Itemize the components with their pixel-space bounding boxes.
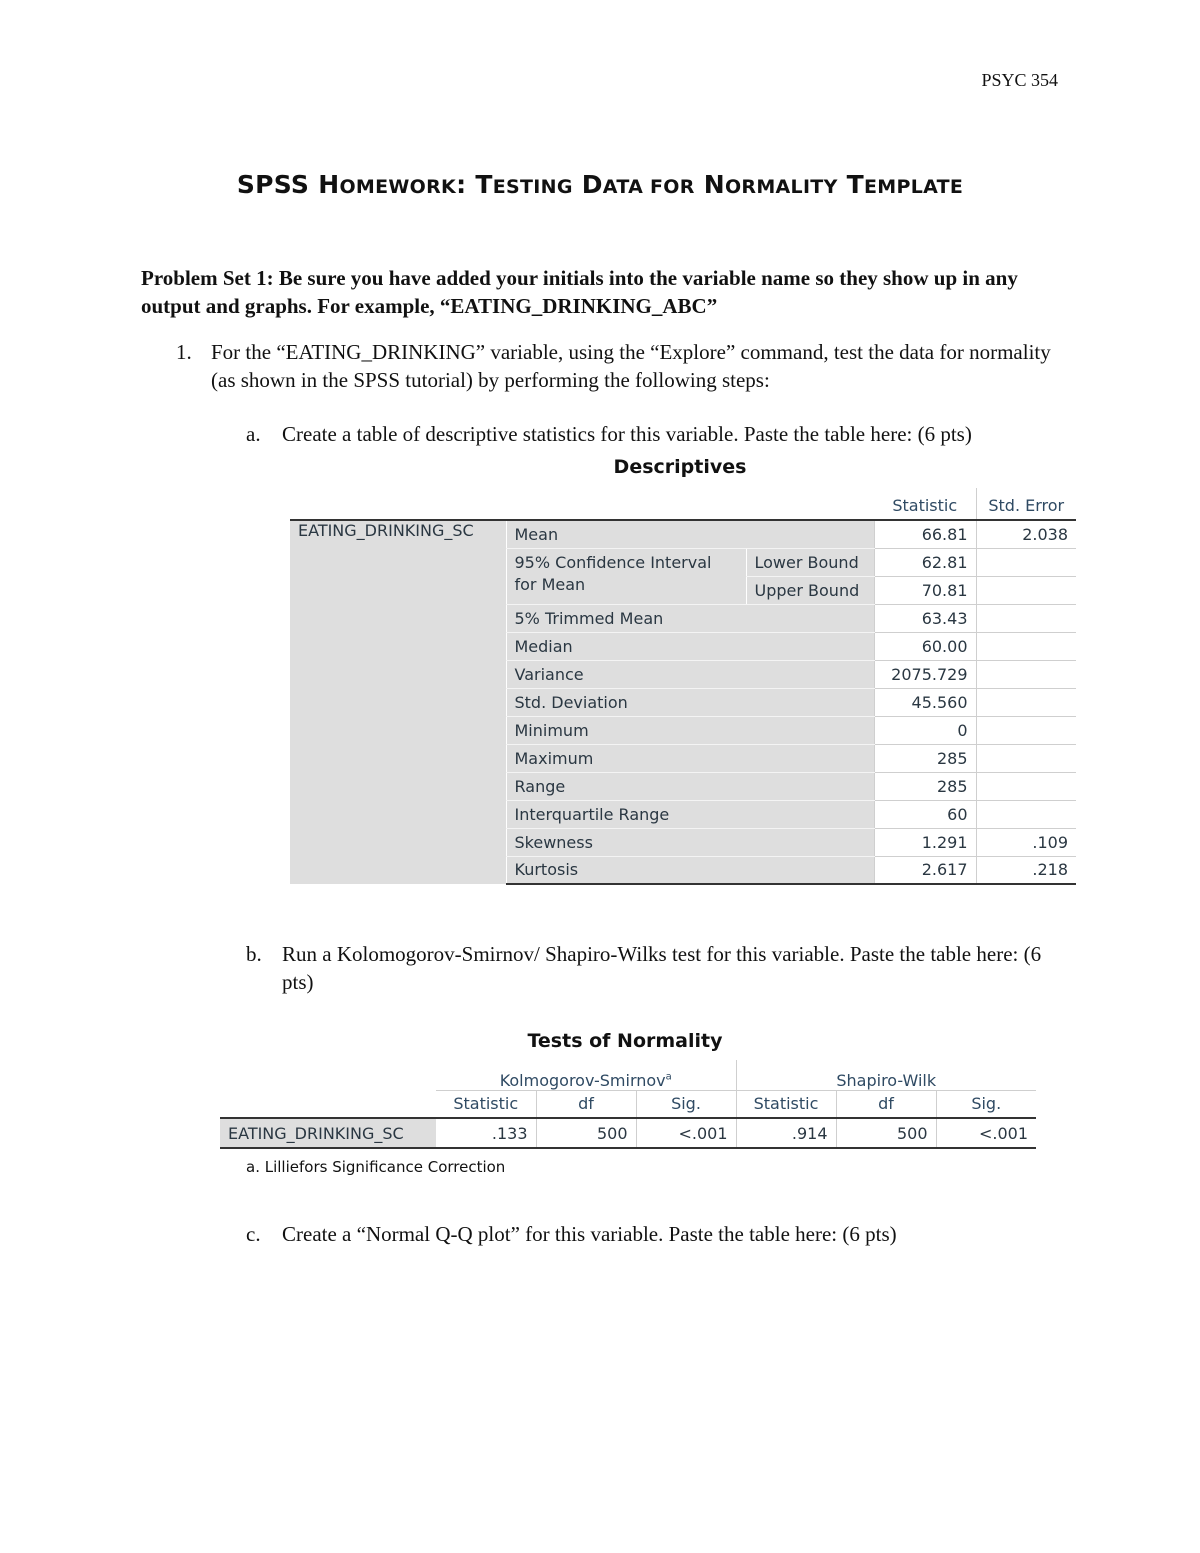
row-label: Range	[506, 772, 874, 800]
sw-sig: <.001	[936, 1118, 1036, 1148]
col-statistic: Statistic	[892, 496, 958, 515]
se-value	[976, 744, 1076, 772]
row-label: Maximum	[506, 744, 874, 772]
title-small: OMEWORK	[339, 176, 457, 198]
upper-bound-label: Upper Bound	[746, 576, 874, 604]
stat-value: 60.00	[874, 632, 976, 660]
se-value	[976, 660, 1076, 688]
row-label: Minimum	[506, 716, 874, 744]
problem-set-heading: Problem Set 1: Be sure you have added your initials into the variable name so they show up in any output and graphs. For example, “EATING_DRINKING_ABC”	[141, 266, 1018, 318]
se-value	[976, 772, 1076, 800]
title-small: ATA FOR	[602, 176, 695, 198]
stat-value: 2.617	[874, 856, 976, 884]
ks-footnote-mark: a	[665, 1071, 672, 1083]
se-value: 2.038	[976, 520, 1076, 548]
part-letter: c.	[246, 1222, 261, 1246]
col-statistic: Statistic	[436, 1090, 536, 1118]
question-number: 1.	[176, 340, 192, 364]
variable-label: EATING_DRINKING_SC	[220, 1118, 436, 1148]
course-code: PSYC 354	[981, 70, 1058, 90]
stat-value: 70.81	[874, 576, 976, 604]
normality-title: Tests of Normality	[527, 1030, 723, 1052]
row-label: Kurtosis	[506, 856, 874, 884]
lower-bound-label: Lower Bound	[746, 548, 874, 576]
title-cap: T	[837, 170, 864, 199]
se-value	[976, 716, 1076, 744]
sw-header: Shapiro-Wilk	[736, 1060, 1036, 1090]
ks-statistic: .133	[436, 1118, 536, 1148]
se-value	[976, 604, 1076, 632]
table-row	[220, 1118, 1036, 1148]
col-sig: Sig.	[936, 1090, 1036, 1118]
part-text: Create a table of descriptive statistics for this variable. Paste the table here: (6 pts)	[282, 422, 972, 446]
stat-value: 66.81	[874, 520, 976, 548]
table-row	[290, 520, 1076, 548]
sw-statistic: .914	[736, 1118, 836, 1148]
part-letter: a.	[246, 422, 261, 446]
se-value	[976, 800, 1076, 828]
se-value	[976, 576, 1076, 604]
part-letter: b.	[246, 942, 262, 966]
part-text: Run a Kolomogorov-Smirnov/ Shapiro-Wilks test for this variable. Paste the table here: (6 pts)	[282, 942, 1042, 994]
col-df: df	[836, 1090, 936, 1118]
row-label: 5% Trimmed Mean	[506, 604, 874, 632]
se-value	[976, 548, 1076, 576]
stat-value: 60	[874, 800, 976, 828]
ks-header	[436, 1060, 736, 1090]
table-footnote: a. Lilliefors Significance Correction	[246, 1158, 506, 1176]
se-value	[976, 688, 1076, 716]
title-small: EMPLATE	[864, 176, 964, 198]
question-1	[176, 338, 1076, 394]
stat-value: 285	[874, 772, 976, 800]
ks-sig: <.001	[636, 1118, 736, 1148]
col-statistic: Statistic	[736, 1090, 836, 1118]
col-sig: Sig.	[636, 1090, 736, 1118]
page-title	[0, 170, 1200, 199]
ci-label: 95% Confidence Interval for Mean	[506, 548, 746, 604]
title-small: ORMALITY	[724, 176, 838, 198]
title-cap: N	[694, 170, 725, 199]
descriptives-table	[290, 488, 1076, 885]
row-label: Skewness	[506, 828, 874, 856]
row-label: Mean	[506, 520, 874, 548]
stat-value: 1.291	[874, 828, 976, 856]
question-text: For the “EATING_DRINKING” variable, using the “Explore” command, test the data for normality (as shown in the SPSS tutorial) by performing the following steps:	[211, 340, 1051, 392]
row-label: Median	[506, 632, 874, 660]
title-small: ESTING	[492, 176, 573, 198]
normality-table	[220, 1060, 1036, 1149]
stat-value: 2075.729	[874, 660, 976, 688]
sw-df: 500	[836, 1118, 936, 1148]
part-b	[246, 940, 1076, 996]
stat-value: 45.560	[874, 688, 976, 716]
descriptives-title: Descriptives	[613, 456, 747, 478]
part-a	[246, 420, 1076, 448]
title-cap: D	[572, 170, 603, 199]
stat-value: 63.43	[874, 604, 976, 632]
row-label: Interquartile Range	[506, 800, 874, 828]
variable-label: EATING_DRINKING_SC	[290, 520, 506, 884]
col-df: df	[536, 1090, 636, 1118]
ks-df: 500	[536, 1118, 636, 1148]
stat-value: 0	[874, 716, 976, 744]
ks-header-text: Kolmogorov-Smirnov	[499, 1070, 666, 1090]
col-std-error: Std. Error	[976, 488, 1076, 520]
stat-value: 62.81	[874, 548, 976, 576]
se-value	[976, 632, 1076, 660]
title-cap: SPSS H	[236, 170, 340, 199]
se-value: .109	[976, 828, 1076, 856]
part-c	[246, 1220, 1076, 1248]
part-text: Create a “Normal Q-Q plot” for this variable. Paste the table here: (6 pts)	[282, 1222, 897, 1246]
se-value: .218	[976, 856, 1076, 884]
title-cap: : T	[456, 170, 493, 199]
row-label: Std. Deviation	[506, 688, 874, 716]
stat-value: 285	[874, 744, 976, 772]
row-label: Variance	[506, 660, 874, 688]
